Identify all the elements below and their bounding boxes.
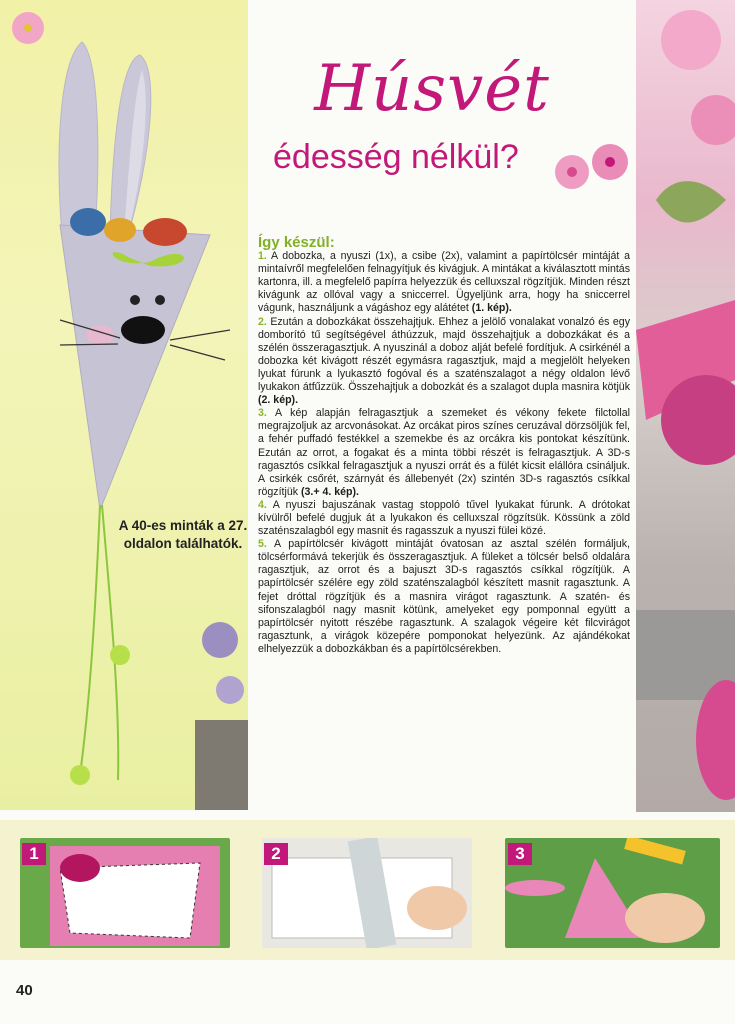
pink-flower-decoration xyxy=(552,140,634,202)
step-number: 2. xyxy=(258,315,267,328)
bunny-cone-illustration xyxy=(0,0,248,810)
step-text: A dobozka, a nyuszi (1x), a csibe (2x), valamint a papírtölcsér mintáját a mintaívről megfelelően felnagyítjuk és kivágjuk. A mintákat a kiválasztott mintás kartonra, ill. a megfelelő papírra helyezzük és celluxszal rögzítjük. Minden részt kivágunk az ollóval vagy a sniccerrel. Ügyeljünk arra, hogy ha sniccerrel vágunk, használjunk a vágáshoz egy alátétet xyxy=(258,250,631,315)
step-photo-badge-2: 2 xyxy=(264,843,288,865)
step-photo-3 xyxy=(505,838,720,948)
step-number: 1. xyxy=(258,250,267,263)
step-ref: (2. kép). xyxy=(258,394,299,407)
step-number: 3. xyxy=(258,407,267,420)
cutting-template-illustration xyxy=(20,838,230,948)
table-setting-illustration xyxy=(636,0,735,812)
pattern-note: A 40-es minták a 27. oldalon találhatók. xyxy=(118,518,248,551)
corner-flower-decoration xyxy=(0,0,60,50)
step-photo-1 xyxy=(20,838,230,948)
ruler-scoring-illustration xyxy=(262,838,472,948)
step-photo-badge-1: 1 xyxy=(22,843,46,865)
step-text: Ezután a dobozkákat összehajtjuk. Ehhez a jelölő vonalakat vonalzó és egy domborító tű segítségével áthúzzuk, majd összehajtjuk a dobozkákat és a szélén összeragasztjuk. A nyuszinál a doboz alját befelé fordítjuk. A csirkénél a dobozka két kivágott részét egymásra ragasztjuk, majd a megjelölt helyeken lyukat fúrunk a lyukasztó fogóval és a szaténszalagot a négy oldalon lévő lyukakon átfűzzük. Összehajtjuk a dobozkát és a szalagot dupla masnira kötjük xyxy=(258,315,630,394)
step-number: 4. xyxy=(258,498,267,511)
step-2 xyxy=(258,316,630,408)
step-text: A kép alapján felragasztjuk a szemeket és vékony fekete filctollal megrajzoljuk az arcvonásokat. Az orcákat piros színes ceruzával dörzsöljük fel, a fehér puffadó festékkel a szemekbe és az orcákra kis pontokat készítünk. Ezután az orrot, a fogakat és a minta többi részét is felragasztjuk. A 3D-s ragasztós csíkkal felragasztjuk a nyuszi orrát és a fülét kicsit elállóra csináljuk. A csirkék csőrét, szárnyát és állebenyét (2x) szintén 3D-s ragasztós csíkkal rögzítjük xyxy=(258,407,631,498)
step-text: A papírtölcsér kivágott mintáját óvatosan az asztal szélén formáljuk, tölcsérformává tekerjük és összeragasztjuk. A füleket a tölcsér belső oldalára ragasztjuk, az orrot és a bajuszt 3D-s ragasztós csíkkal rögzítjük. A papírtölcsér szélére egy zöld szaténszalagból készített masnit ragasztunk. A fejet dróttal rögzítjük és a masnira virágot ragasztunk. A szatén- és sifonszalagból nagy masnit kötünk, amelyeket egy pomponnal együtt a papírtölcsér nyitott részébe ragasztunk. A szalagok végeire két filcvirágot ragasztunk, a virágok közepére pomponokat helyezünk. Az ajándékokat elhelyezzük a dobozkákban és a papírtölcsérekben. xyxy=(258,538,630,655)
step-5 xyxy=(258,538,630,656)
step-text: A nyuszi bajuszának vastag stoppoló tűvel lyukakat fúrunk. A drótokat kívülről befelé dugjuk át a lyukakon és celluxszal rögzítsük. Kössünk a zöld szaténszalagból egy masnit és ragasszuk a nyuszi fülei közé. xyxy=(258,498,630,538)
step-ref: (3.+ 4. kép). xyxy=(301,485,359,498)
instructions-column xyxy=(258,236,630,656)
gluing-illustration xyxy=(505,838,720,948)
bunny-cone-photo xyxy=(0,0,248,810)
page-title: Húsvét xyxy=(314,52,550,126)
table-setting-photo xyxy=(636,0,735,812)
step-ref: (1. kép). xyxy=(471,302,512,315)
step-photo-2 xyxy=(262,838,472,948)
step-3 xyxy=(258,407,630,499)
step-photo-badge-3: 3 xyxy=(508,843,532,865)
page-number: 40 xyxy=(16,982,33,999)
step-4 xyxy=(258,499,630,538)
step-1 xyxy=(258,250,630,315)
step-number: 5. xyxy=(258,538,267,551)
instructions-heading: Így készül: xyxy=(258,234,335,251)
page-subtitle: édesség nélkül? xyxy=(273,138,519,176)
